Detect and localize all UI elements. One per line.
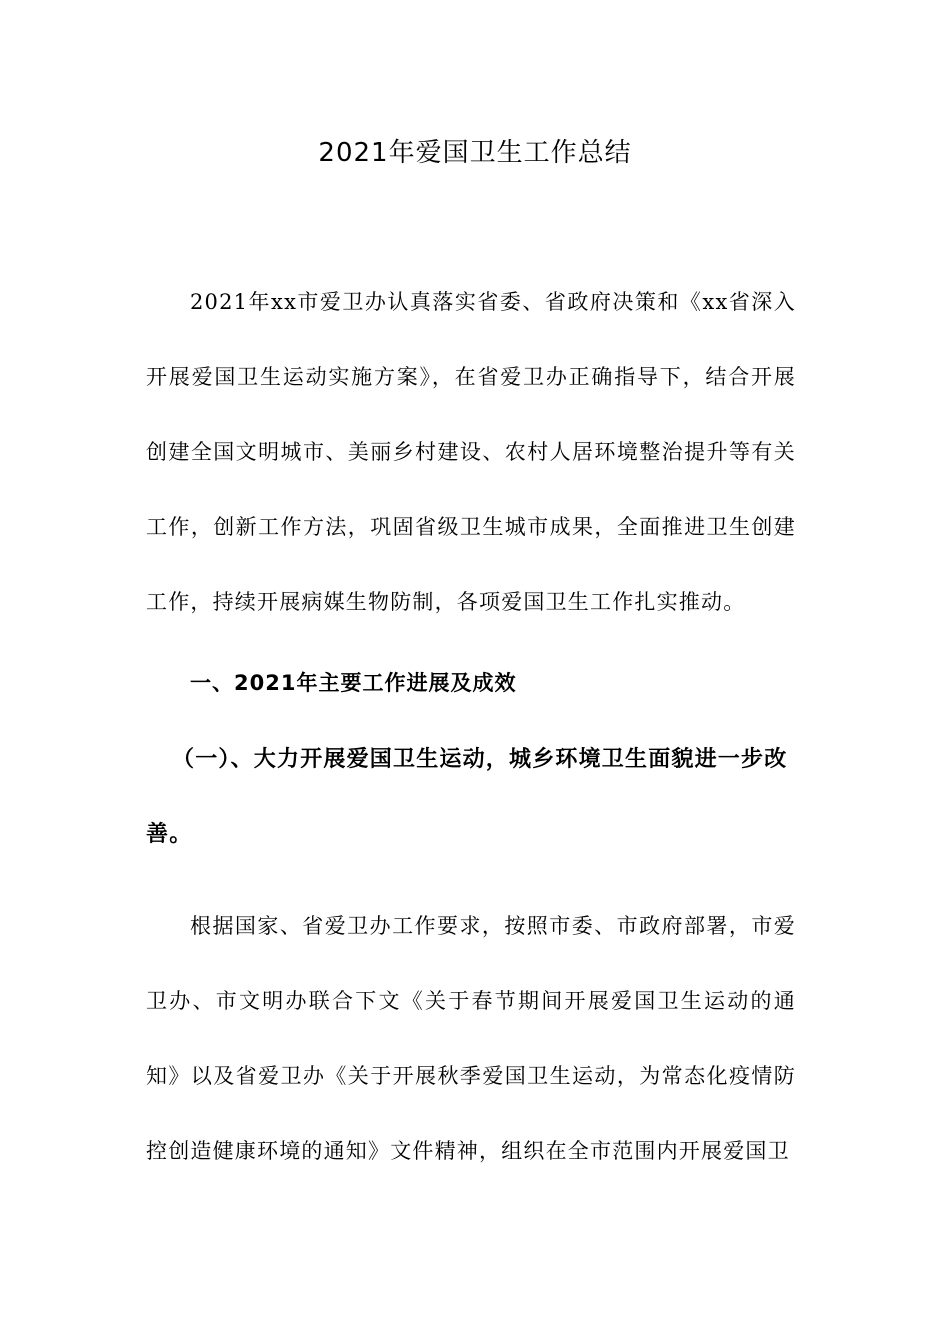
body-paragraph: 根据国家、省爱卫办工作要求，按照市委、市政府部署，市爱卫办、市文明办联合下文《关于春节期间开展爱国卫生运动的通知》以及省爱卫办《关于开展秋季爱国卫生运动，为常态化疫情防控创造健康环境的通知》文件精神，组织在全市范围内开展爱国卫 xyxy=(146,914,796,1163)
intro-paragraph: 2021年xx市爱卫办认真落实省委、省政府决策和《xx省深入开展爱国卫生运动实施方案》，在省爱卫办正确指导下，结合开展创建全国文明城市、美丽乡村建设、农村人居环境整治提升等有关工作，创新工作方法，巩固省级卫生城市成果，全面推进卫生创建工作，持续开展病媒生物防制，各项爱国卫生工作扎实推动。 xyxy=(146,290,796,614)
subsection-heading: （一）、大力开展爱国卫生运动，城乡环境卫生面貌进一步改善。 xyxy=(146,747,788,847)
section-heading: 一、2021年主要工作进展及成效 xyxy=(190,671,517,695)
document-title: 2021年爱国卫生工作总结 xyxy=(318,138,632,168)
